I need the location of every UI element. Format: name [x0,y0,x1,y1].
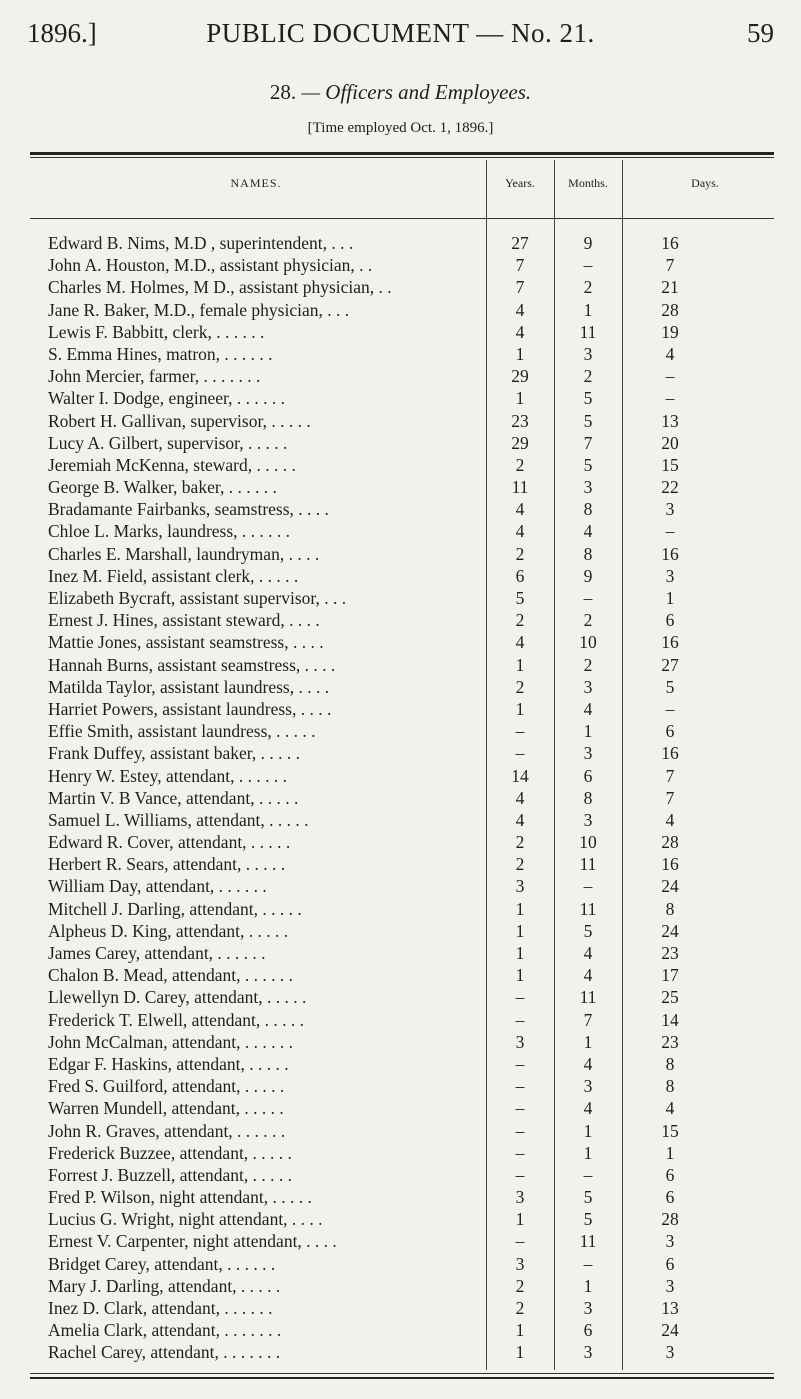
years-value: – [515,743,525,764]
employee-name: Edward B. Nims, M.D , superintendent, . . . [48,233,354,253]
employee-name: Forrest J. Buzzell, attendant, . . . . . [48,1164,292,1185]
employee-name: Bradamante Fairbanks, seamstress, . . . . [48,499,329,520]
employee-name: Ernest J. Hines, assistant steward, . . . . [48,610,320,631]
employee-name: Herbert R. Sears, attendant, . . . . . [48,854,286,875]
months-value: 3 [583,1342,593,1363]
employee-name: Mattie Jones, assistant seamstress, . . . . [48,632,324,653]
months-value: – [583,255,593,276]
months-value: – [583,588,593,608]
months-value: 8 [583,499,593,520]
table-row [0,1186,801,1208]
years-value: – [515,1098,525,1119]
table-row [0,365,801,387]
header-document-title: PUBLIC DOCUMENT — No. 21. [206,18,595,48]
years-value: 29 [511,366,529,387]
table-subtitle: [Time employed Oct. 1, 1896.] [307,120,494,136]
years-value: – [515,721,525,742]
months-value: 3 [583,343,593,364]
days-value: 16 [661,854,679,875]
employee-name: Ernest V. Carpenter, night attendant, . . . . [48,1231,337,1252]
employee-name: Effie Smith, assistant laundress, . . . . . [48,721,316,742]
table-row [0,276,801,298]
days-value: – [665,388,675,409]
days-value: 7 [665,255,675,276]
months-value: – [583,1164,593,1185]
years-value: 2 [515,543,525,564]
months-value: 3 [583,1076,593,1097]
employee-name: Walter I. Dodge, engineer, . . . . . . [48,388,285,409]
top-rule-thick [30,152,774,155]
employee-name: Lucy A. Gilbert, supervisor, . . . . . [48,432,288,453]
months-value: 7 [583,1009,593,1030]
days-value: 19 [661,321,679,342]
days-value: 3 [665,1275,675,1296]
days-value: 24 [661,1320,679,1341]
years-value: 2 [515,676,525,697]
days-value: 8 [665,1076,675,1097]
table-row [0,631,801,653]
table-row [0,587,801,609]
years-value: 4 [515,321,525,342]
months-value: 3 [583,477,593,498]
employee-name: Chloe L. Marks, laundress, . . . . . . [48,521,291,542]
days-value: 25 [661,987,679,1008]
days-value: 16 [661,233,679,253]
years-value: 4 [515,299,525,320]
table-row [0,898,801,920]
employee-name: Bridget Carey, attendant, . . . . . . [48,1253,276,1274]
years-value: 1 [515,943,525,963]
years-value: 2 [515,610,525,631]
days-value: 6 [665,1164,675,1185]
days-value: 6 [665,1253,675,1274]
years-value: – [515,1164,525,1185]
table-row [0,232,801,254]
table-row [0,1120,801,1142]
months-value: 5 [583,1209,593,1230]
employee-name: James Carey, attendant, . . . . . . [48,943,266,963]
table-row [0,942,801,964]
days-value: – [665,521,675,542]
years-value: 6 [515,565,525,586]
months-value: 1 [583,299,593,320]
column-header-months: Months. [568,176,608,190]
days-value: 6 [665,721,675,742]
days-value: 6 [665,610,675,631]
table-row [0,920,801,942]
years-value: 1 [515,1209,525,1230]
header-year: 1896.] [27,18,97,48]
months-value: 2 [583,654,593,675]
months-value: 5 [583,1187,593,1208]
years-value: – [515,987,525,1008]
table-row [0,498,801,520]
days-value: 23 [661,943,679,963]
years-value: 1 [515,1320,525,1341]
months-value: 3 [583,743,593,764]
months-value: 4 [583,698,593,719]
months-value: 11 [579,898,597,919]
years-value: 1 [515,388,525,409]
days-value: 3 [665,565,675,586]
days-value: 3 [665,1231,675,1252]
years-value: 3 [515,1031,525,1052]
employee-name: Frederick Buzzee, attendant, . . . . . [48,1142,292,1163]
months-value: 10 [579,832,597,853]
months-value: 4 [583,1098,593,1119]
years-value: 29 [511,432,529,453]
years-value: 4 [515,809,525,830]
table-row [0,476,801,498]
table-row [0,520,801,542]
column-header-years: Years. [505,176,535,190]
months-value: 6 [583,1320,593,1341]
employee-name: John R. Graves, attendant, . . . . . . [48,1120,286,1141]
days-value: 6 [665,1187,675,1208]
employee-name: John McCalman, attendant, . . . . . . [48,1031,293,1052]
days-value: 28 [661,1209,679,1230]
employee-name: Lewis F. Babbitt, clerk, . . . . . . [48,321,265,342]
table-row [0,1230,801,1252]
years-value: 1 [515,343,525,364]
employee-name: Robert H. Gallivan, supervisor, . . . . . [48,410,311,431]
top-rule-thin [30,157,774,158]
years-value: 5 [515,588,525,608]
employee-name: Lucius G. Wright, night attendant, . . . . [48,1209,323,1230]
days-value: 15 [661,454,679,475]
months-value: 5 [583,454,593,475]
months-value: 6 [583,765,593,786]
months-value: 3 [583,676,593,697]
title-text: Officers and Employees. [325,80,532,104]
years-value: 1 [515,920,525,941]
days-value: 3 [665,499,675,520]
days-value: 4 [665,809,675,830]
months-value: 11 [579,321,597,342]
table-row [0,809,801,831]
months-value: 1 [583,1120,593,1141]
years-value: 2 [515,1298,525,1318]
months-value: 10 [579,632,597,653]
table-row [0,964,801,986]
years-value: 11 [511,477,529,498]
header-rule [30,218,774,219]
years-value: 27 [511,233,529,253]
years-value: 3 [515,1253,525,1274]
table-row [0,1319,801,1341]
table-row [0,1075,801,1097]
days-value: 16 [661,743,679,764]
table-row [0,654,801,676]
table-row [0,875,801,897]
years-value: 7 [515,277,525,298]
years-value: 1 [515,898,525,919]
employee-name: Henry W. Estey, attendant, . . . . . . [48,765,287,786]
years-value: 2 [515,454,525,475]
months-value: 4 [583,1053,593,1074]
days-value: 28 [661,299,679,320]
employee-name: Martin V. B Vance, attendant, . . . . . [48,787,299,808]
employee-name: Fred P. Wilson, night attendant, . . . . . [48,1187,312,1208]
days-value: 15 [661,1120,679,1141]
table-row [0,1297,801,1319]
days-value: 8 [665,898,675,919]
years-value: 1 [515,698,525,719]
employee-name: Frederick T. Elwell, attendant, . . . . . [48,1009,304,1030]
employee-name: John A. Houston, M.D., assistant physician, . . [48,255,373,276]
table-row [0,676,801,698]
years-value: 4 [515,787,525,808]
table-row [0,1009,801,1031]
months-value: 7 [583,432,593,453]
table-row [0,698,801,720]
months-value: 4 [583,965,593,986]
page-number: 59 [747,18,774,48]
days-value: – [665,366,675,387]
employee-name: Mary J. Darling, attendant, . . . . . [48,1275,281,1296]
title-dash: — [296,80,326,104]
months-value: 2 [583,277,593,298]
months-value: 8 [583,543,593,564]
years-value: – [515,1053,525,1074]
table-row [0,1164,801,1186]
years-value: 2 [515,854,525,875]
employee-name: Edward R. Cover, attendant, . . . . . [48,832,291,853]
employee-name: Charles M. Holmes, M D., assistant physician, . . [48,277,392,298]
table-row [0,1275,801,1297]
table-row [0,765,801,787]
days-value: 24 [661,876,679,897]
months-value: 4 [583,521,593,542]
employee-name: Hannah Burns, assistant seamstress, . . . . [48,654,336,675]
months-value: 5 [583,920,593,941]
months-value: 5 [583,410,593,431]
years-value: 4 [515,521,525,542]
table-row [0,1253,801,1275]
employee-name: Samuel L. Williams, attendant, . . . . . [48,809,309,830]
years-value: – [515,1076,525,1097]
table-row [0,831,801,853]
employee-name: Harriet Powers, assistant laundress, . . . . [48,698,332,719]
table-title [0,80,801,105]
years-value: 23 [511,410,529,431]
months-value: 2 [583,610,593,631]
table-row [0,254,801,276]
table-row [0,543,801,565]
table-row [0,410,801,432]
days-value: 21 [661,277,679,298]
table-number: 28. [269,80,297,104]
employee-name: Inez D. Clark, attendant, . . . . . . [48,1298,273,1318]
days-value: 7 [665,787,675,808]
months-value: 1 [583,1031,593,1052]
days-value: 3 [665,1342,675,1363]
employee-name: Rachel Carey, attendant, . . . . . . . [48,1342,281,1363]
months-value: 11 [579,987,597,1008]
employee-name: Edgar F. Haskins, attendant, . . . . . [48,1053,289,1074]
employee-name: Jane R. Baker, M.D., female physician, . . . [48,299,350,320]
running-header [0,18,801,58]
days-value: 20 [661,432,679,453]
table-row [0,1031,801,1053]
months-value: 5 [583,388,593,409]
days-value: 27 [661,654,679,675]
days-value: 4 [665,343,675,364]
days-value: 4 [665,1098,675,1119]
years-value: 14 [511,765,529,786]
years-value: 4 [515,499,525,520]
months-value: 4 [583,943,593,963]
employee-name: George B. Walker, baker, . . . . . . [48,477,277,498]
years-value: – [515,1231,525,1252]
days-value: 23 [661,1031,679,1052]
months-value: 2 [583,366,593,387]
table-row [0,343,801,365]
table-row [0,853,801,875]
days-value: 1 [665,1142,675,1163]
days-value: 1 [665,588,675,608]
months-value: 3 [583,809,593,830]
months-value: 9 [583,233,593,253]
column-header-names: NAMES. [230,176,282,190]
table-row [0,720,801,742]
days-value: 8 [665,1053,675,1074]
months-value: 1 [583,1142,593,1163]
bottom-rule-thick [30,1377,774,1379]
days-value: 24 [661,920,679,941]
employee-name: William Day, attendant, . . . . . . [48,876,267,897]
months-value: 9 [583,565,593,586]
table-row [0,609,801,631]
employee-name: Frank Duffey, assistant baker, . . . . . [48,743,301,764]
table-row [0,787,801,809]
employee-name: Warren Mundell, attendant, . . . . . [48,1098,284,1119]
months-value: – [583,1253,593,1274]
days-value: 16 [661,632,679,653]
employee-name: Matilda Taylor, assistant laundress, . . . . [48,676,330,697]
months-value: 8 [583,787,593,808]
years-value: – [515,1142,525,1163]
employee-name: Alpheus D. King, attendant, . . . . . [48,920,289,941]
years-value: 3 [515,1187,525,1208]
days-value: 13 [661,410,679,431]
days-value: 17 [661,965,679,986]
days-value: 13 [661,1298,679,1318]
days-value: 7 [665,765,675,786]
table-row [0,387,801,409]
employee-name: Mitchell J. Darling, attendant, . . . . . [48,898,302,919]
days-value: 5 [665,676,675,697]
years-value: 2 [515,832,525,853]
years-value: 1 [515,1342,525,1363]
months-value: 11 [579,1231,597,1252]
years-value: 4 [515,632,525,653]
table-row [0,1208,801,1230]
months-value: 11 [579,854,597,875]
table-row [0,432,801,454]
employee-name: Amelia Clark, attendant, . . . . . . . [48,1320,282,1341]
days-value: 28 [661,832,679,853]
table-row [0,986,801,1008]
years-value: – [515,1009,525,1030]
table-row [0,565,801,587]
employee-name: Jeremiah McKenna, steward, . . . . . [48,454,296,475]
employee-name: S. Emma Hines, matron, . . . . . . [48,343,273,364]
years-value: 7 [515,255,525,276]
employee-name: Fred S. Guilford, attendant, . . . . . [48,1076,285,1097]
table-row [0,1097,801,1119]
table-row [0,742,801,764]
employee-name: John Mercier, farmer, . . . . . . . [48,366,261,387]
table-row [0,1053,801,1075]
employee-name: Charles E. Marshall, laundryman, . . . . [48,543,320,564]
table-body [0,232,801,1364]
months-value: 1 [583,721,593,742]
days-value: – [665,698,675,719]
employee-name: Chalon B. Mead, attendant, . . . . . . [48,965,293,986]
column-header-days: Days. [691,176,719,190]
years-value: – [515,1120,525,1141]
table-row [0,1341,801,1363]
years-value: 3 [515,876,525,897]
employee-name: Llewellyn D. Carey, attendant, . . . . . [48,987,307,1008]
table-row [0,454,801,476]
days-value: 22 [661,477,679,498]
table-row [0,321,801,343]
bottom-rule-thin [30,1373,774,1374]
years-value: 1 [515,654,525,675]
years-value: 1 [515,965,525,986]
days-value: 16 [661,543,679,564]
days-value: 14 [661,1009,679,1030]
months-value: – [583,876,593,897]
table-row [0,299,801,321]
years-value: 2 [515,1275,525,1296]
employee-name: Inez M. Field, assistant clerk, . . . . . [48,565,299,586]
months-value: 1 [583,1275,593,1296]
table-row [0,1142,801,1164]
employee-name: Elizabeth Bycraft, assistant supervisor, . . . [48,588,347,608]
months-value: 3 [583,1298,593,1318]
